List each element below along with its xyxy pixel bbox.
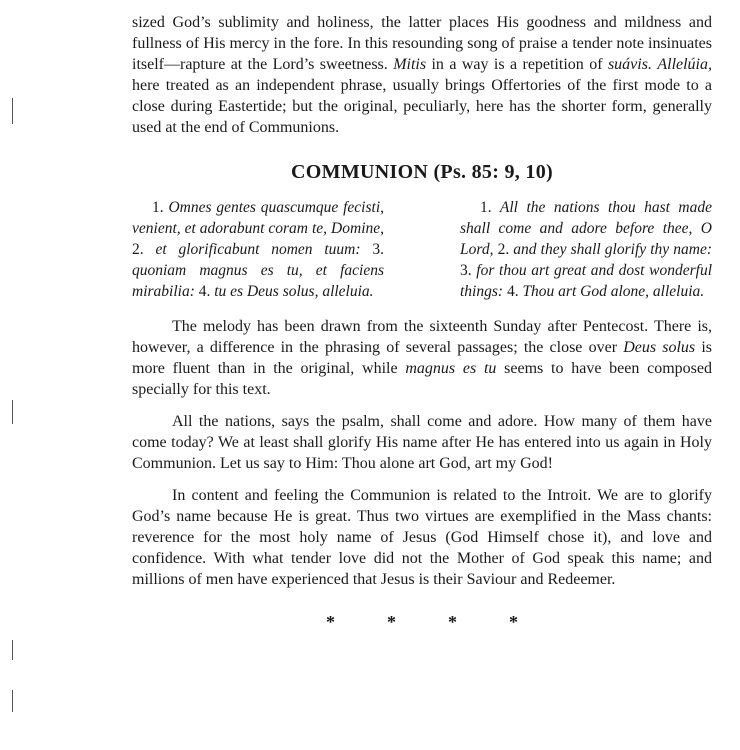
english-text xyxy=(460,197,712,302)
verse-text: et glorificabunt nomen tuum: xyxy=(155,241,361,258)
asterisk: * xyxy=(448,612,457,632)
latin-text xyxy=(132,197,384,302)
text-run: seems to have been composed specially for this text. xyxy=(132,360,713,398)
text-run: is more fluent than in the original, while xyxy=(132,339,713,377)
verse-number: 2. xyxy=(132,241,144,258)
asterisk: * xyxy=(326,612,335,632)
intro-paragraph xyxy=(132,12,712,138)
melody-paragraph xyxy=(132,316,712,400)
italic-term: Allelúia, xyxy=(657,56,712,73)
verse-number: 3. xyxy=(372,241,384,258)
verse-number: 3. xyxy=(460,262,472,279)
verse-number: 2. xyxy=(497,241,510,258)
verse-number: 4. xyxy=(198,283,211,300)
verse-text: Thou art God alone, alleluia. xyxy=(522,283,705,300)
asterisk: * xyxy=(509,612,518,632)
text-run: The melody has been drawn from the sixteenth Sunday after Pentecost. There is, however, a difference in the phrasing of several passages; the close over xyxy=(132,318,712,356)
verse-text: Omnes gentes quascumque fecisti, venient, et adorabunt coram te, Domine, xyxy=(132,199,384,237)
italic-term: suávis. xyxy=(607,56,652,73)
margin-mark xyxy=(12,640,13,660)
verse-number: 1. xyxy=(152,199,164,216)
content-paragraph: In content and feeling the Communion is related to the Introit. We are to glorify God’s name because He is great. Thus two virtues are exemplified in the Mass chants: reverence for the most holy name of Jesus (God Himself chose it), and love and confidence. With what tender love did not the Mother of God speak this name; and millions of men have experienced that Jesus is their Saviour and Redeemer. xyxy=(132,487,712,588)
verse-text: and they shall glorify thy name: xyxy=(513,241,713,258)
margin-mark xyxy=(12,98,13,124)
verse-number: 4. xyxy=(506,283,519,300)
margin-mark xyxy=(12,690,13,712)
margin-mark xyxy=(12,400,13,424)
nations-paragraph: All the nations, says the psalm, shall come and adore. How many of them have come today? We at least shall glorify His name after He has entered into us again in Holy Communion. Let us say to Him: Thou alone art God, art my God! xyxy=(132,413,712,472)
page-body xyxy=(132,12,712,633)
verse-text: for thou art great and dost wonderful things: xyxy=(460,262,713,300)
italic-term: Mitis xyxy=(393,56,427,73)
text-run: sized God’s sublimity and holiness, the latter places His goodness and mildness and fullness of His mercy in the fore. In this resounding song of praise a tender note insinuates itself—rapture at the Lord’s sweetness. xyxy=(132,14,712,73)
text-run: in a way is a repetition of xyxy=(426,56,608,73)
italic-term: Deus solus xyxy=(623,339,696,356)
verse-text: All the nations thou hast made shall come and adore before thee, O Lord, xyxy=(460,199,712,258)
verse-text: quoniam magnus es tu, et faciens mirabilia: xyxy=(132,262,384,300)
text-columns xyxy=(132,197,712,302)
text-run: here treated as an independent phrase, usually brings Offertories of the first mode to a close during Eastertide; but the original, peculiarly, here has the shorter form, generally used at the end of Communions. xyxy=(132,77,712,136)
section-divider xyxy=(132,612,712,633)
asterisk: * xyxy=(387,612,396,632)
verse-text: tu es Deus solus, alleluia. xyxy=(214,283,374,300)
italic-term: magnus es tu xyxy=(405,360,497,377)
section-heading: COMMUNION (Ps. 85: 9, 10) xyxy=(291,161,553,183)
verse-number: 1. xyxy=(480,199,492,216)
